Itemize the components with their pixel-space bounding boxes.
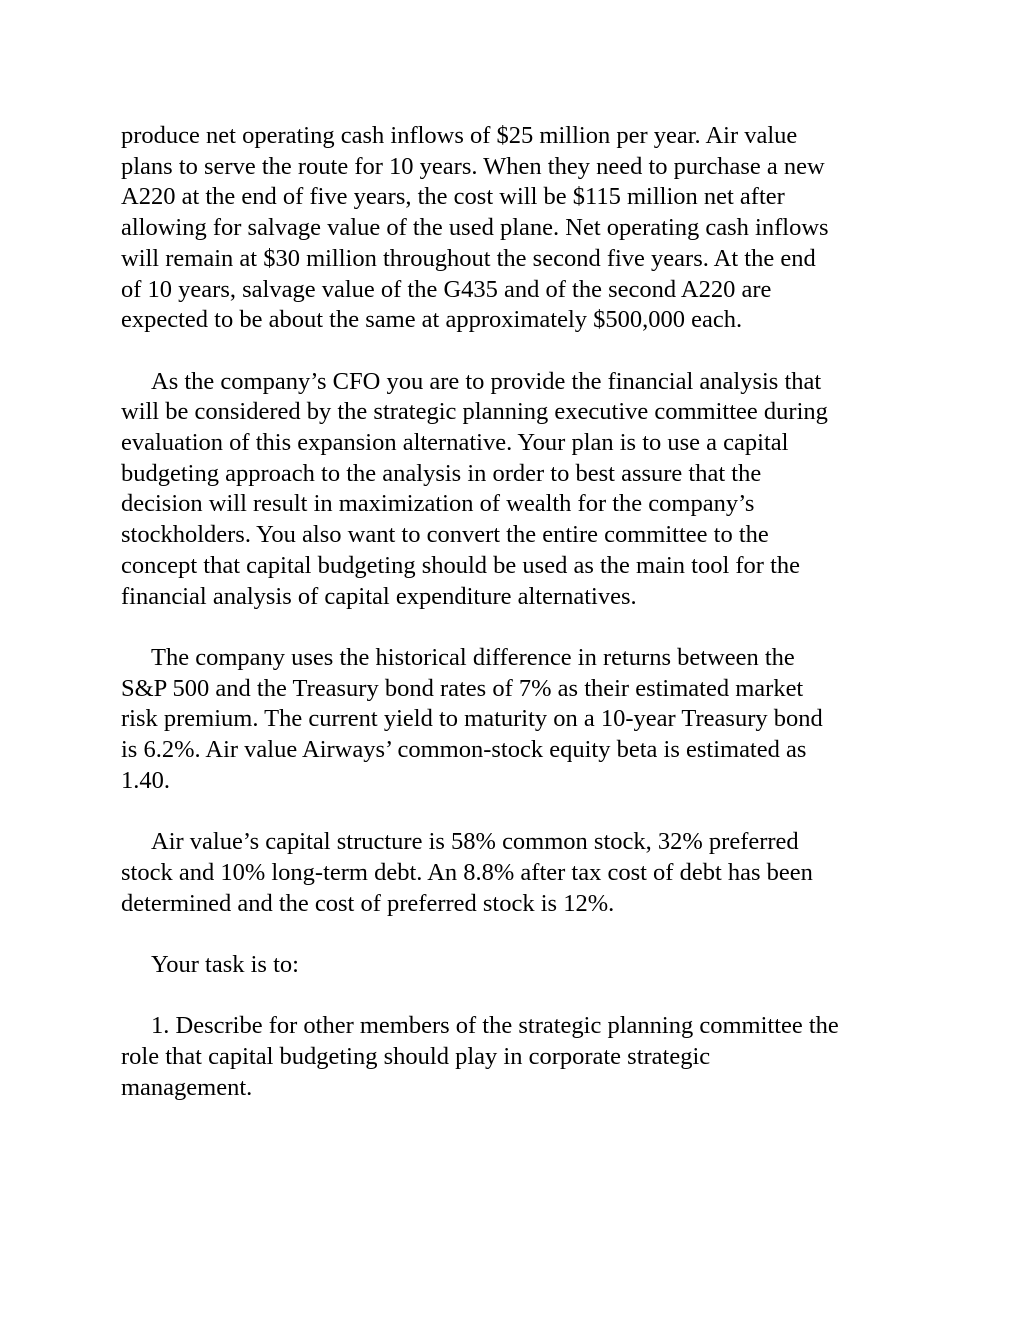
paragraph-task-1: 1. Describe for other members of the strategic planning committee the role that capital budgeting should play in corporate strategic management.	[121, 1012, 839, 1101]
paragraph-capital-structure: Air value’s capital structure is 58% common stock, 32% preferred stock and 10% long-term debt. An 8.8% after tax cost of debt has been determined and the cost of preferred stock is 12%.	[121, 828, 813, 917]
paragraph-task-intro: Your task is to:	[151, 950, 299, 978]
paragraph-cash-inflows: produce net operating cash inflows of $25 million per year. Air value plans to serve the route for 10 years. When they need to purchase a new A220 at the end of five years, the cost will be $115 million net after allowing for salvage value of the used plane. Net operating cash inflows will remain at $30 million throughout the second five years. At the end of 10 years, salvage value of the G435 and of the second A220 are expected to be about the same at approximately $500,000 each.	[121, 122, 829, 334]
paragraph-cfo-analysis: As the company’s CFO you are to provide the financial analysis that will be considered by the strategic planning executive committee during evaluation of this expansion alternative. Your plan is to use a capital budgeting approach to the analysis in order to best assure that the decision will result in maximization of wealth for the company’s stockholders. You also want to convert the entire committee to the concept that capital budgeting should be used as the main tool for the financial analysis of capital expenditure alternatives.	[121, 367, 828, 610]
paragraph-market-risk: The company uses the historical difference in returns between the S&P 500 and the Treasury bond rates of 7% as their estimated market risk premium. The current yield to maturity on a 10-year Treasury bond is 6.2%. Air value Airways’ common-stock equity beta is estimated as 1.40.	[121, 643, 823, 794]
document-page	[121, 121, 911, 1134]
